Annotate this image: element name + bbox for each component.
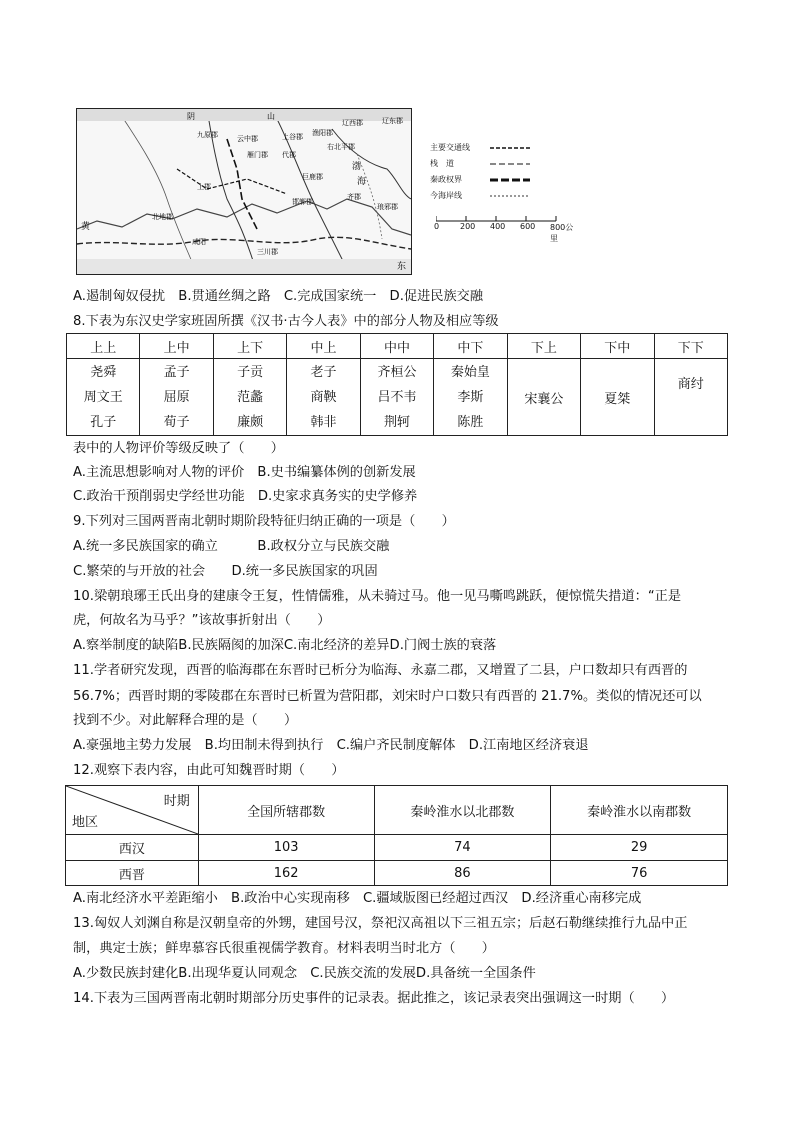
map-drawing [77,109,411,274]
q8-stem: 8.下表为东汉史学家班固所撰《汉书·古今人表》中的部分人物及相应等级 [73,314,499,329]
q9-options-1: A.统一多民族国家的确立 B.政权分立与民族交融 [73,539,390,554]
table-header: 下上 [507,334,580,359]
table-header: 秦岭淮水以南郡数 [551,786,728,835]
table-cell [287,359,360,436]
q12-stem: 12.观察下表内容，由此可知魏晋时期（ ） [73,763,345,778]
map-label: 右北平郡 [327,143,355,151]
table-cell: 86 [374,861,551,886]
table-corner [66,786,199,835]
q11-line-2: 56.7%；西晋时期的零陵郡在东晋时已析置为营阳郡，刘宋时户口数只有西晋的 21.7%。类似的情况还可以 [73,689,702,704]
row-label: 西晋 [66,861,199,886]
table-header: 上下 [213,334,286,359]
map-label: 黄 [81,222,91,232]
table-cell: 162 [198,861,374,886]
person: 孟子 [163,364,190,380]
table-header: 下下 [654,334,728,359]
q9-options-2: C.繁荣的与开放的社会 D.统一多民族国家的巩固 [73,564,378,579]
corner-top: 时期 [163,794,190,809]
q10-options: A.察举制度的缺陷B.民族隔阂的加深C.南北经济的差异D.门阀士族的衰落 [73,638,497,653]
map-label: 上谷郡 [282,133,303,141]
q11-options: A.豪强地主势力发展 B.均田制未得到执行 C.编户齐民制度解体 D.江南地区经济衰退 [73,738,589,753]
table-row [67,359,728,436]
map-label: 云中郡 [237,135,258,143]
map-label: 巨鹿郡 [302,173,323,181]
map-label: 齐郡 [347,193,361,201]
q13-options: A.少数民族封建化B.出现华夏认同观念 C.民族交流的发展D.具备统一全国条件 [73,966,536,981]
person: 李斯 [457,389,484,405]
q10-line-1: 10.梁朝琅琊王氏出身的建康令王复，性情儒雅，从未骑过马。他一见马嘶鸣跳跃，便惊慌失措道：“正是 [73,589,682,604]
q8-options-1: A.主流思想影响对人物的评价 B.史书编纂体例的创新发展 [73,465,416,480]
q12-table [65,785,728,886]
person: 商纣 [677,377,704,392]
map-label: 阴 [187,112,195,121]
scale-tick: 200 [460,222,476,231]
map-label: 雁门郡 [247,151,268,159]
qin-map [76,108,412,275]
table-cell [360,359,433,436]
person: 廉颇 [237,414,264,430]
person: 韩非 [310,414,337,430]
table-header: 下中 [581,334,654,359]
q12-options: A.南北经济水平差距缩小 B.政治中心实现南移 C.疆域版图已经超过西汉 D.经济重心南移完成 [73,891,642,906]
map-label: 九原郡 [197,131,218,139]
map-label: 三川郡 [257,248,278,256]
table-cell [140,359,213,436]
table-cell [581,359,654,436]
legend-item: 今海岸线 [430,191,462,200]
person: 秦始皇 [450,364,490,380]
table-header: 中上 [287,334,360,359]
map-label: 渔阳郡 [312,129,333,137]
legend-item: 秦政权界 [430,175,462,184]
map-label: 北地郡 [152,213,173,221]
corner-bottom: 地区 [72,815,99,830]
table-header: 中下 [434,334,507,359]
q9-stem: 9.下列对三国两晋南北朝时期阶段特征归纳正确的一项是（ ） [73,514,455,529]
scale-tick: 0 [434,222,440,231]
table-cell: 103 [198,835,374,861]
person: 范蠡 [237,389,264,405]
q8-table [66,333,728,436]
q13-line-1: 13.匈奴人刘渊自称是汉朝皇帝的外甥，建国号汉，祭祀汉高祖以下三祖五宗；后赵石勒继续推行九品中正 [73,916,688,931]
table-header-row [66,786,728,835]
map-label: 咸阳 [192,238,206,246]
map-label: 渤 [352,162,362,172]
person: 屈原 [163,389,190,405]
q7-options: A.遏制匈奴侵扰 B.贯通丝绸之路 C.完成国家统一 D.促进民族交融 [73,289,484,304]
scale-bar [434,216,576,243]
map-label: 邯郸郡 [292,198,313,206]
person: 陈胜 [457,414,484,430]
table-header: 中中 [360,334,433,359]
table-header: 上中 [140,334,213,359]
q8-question: 表中的人物评价等级反映了（ ） [73,441,284,456]
map-label: 山 [267,112,275,121]
table-cell: 76 [551,861,728,886]
table-cell: 29 [551,835,728,861]
table-cell [507,359,580,436]
person: 宋襄公 [524,391,564,407]
person: 商鞅 [310,389,337,405]
q14-stem: 14.下表为三国两晋南北朝时期部分历史事件的记录表。据此推之，该记录表突出强调这一时期（ ） [73,991,675,1006]
table-row [66,861,728,886]
q8-options-2: C.政治干预削弱史学经世功能 D.史家求真务实的史学修养 [73,489,418,504]
map-label: 海 [357,177,367,187]
table-cell [654,359,728,436]
row-label: 西汉 [66,835,199,861]
person: 子贡 [237,364,264,380]
scale-tick: 600 [520,222,536,231]
q10-line-2: 虎，何故名为马乎？”该故事折射出（ ） [73,613,331,628]
map-label: 代郡 [282,151,296,159]
person: 齐桓公 [377,364,417,380]
map-legend [430,140,610,243]
map-label: 东 [397,262,407,272]
legend-item: 栈 道 [430,159,454,168]
person: 吕不韦 [377,389,417,405]
q11-line-3: 找到不少。对此解释合理的是（ ） [73,713,298,728]
person: 荆轲 [383,414,410,430]
table-header: 上上 [67,334,140,359]
legend-item: 主要交通线 [430,143,470,152]
map-label: 琅邪郡 [377,203,398,211]
table-cell [213,359,286,436]
table-header-row [67,334,728,359]
q13-line-2: 制，典定士族；鲜卑慕容氏很重视儒学教育。材料表明当时北方（ ） [73,941,495,956]
person: 尧舜 [90,364,117,380]
person: 夏桀 [604,391,631,407]
table-header: 全国所辖郡数 [198,786,374,835]
table-cell [434,359,507,436]
person: 老子 [310,364,337,380]
table-row [66,835,728,861]
map-label: 辽西郡 [342,119,363,127]
table-cell [67,359,140,436]
q11-line-1: 11.学者研究发现，西晋的临海郡在东晋时已析分为临海、永嘉二郡，又增置了二县，户口数却只有西晋的 [73,663,688,678]
table-header: 秦岭淮水以北郡数 [374,786,551,835]
map-label: 辽东郡 [382,117,403,125]
person: 荀子 [163,414,190,430]
scale-tick: 400 [490,222,506,231]
scale-tick: 800公里 [550,223,574,243]
map-label: 上郡 [197,183,211,191]
person: 孔子 [90,414,117,430]
table-cell: 74 [374,835,551,861]
person: 周文王 [83,389,123,405]
